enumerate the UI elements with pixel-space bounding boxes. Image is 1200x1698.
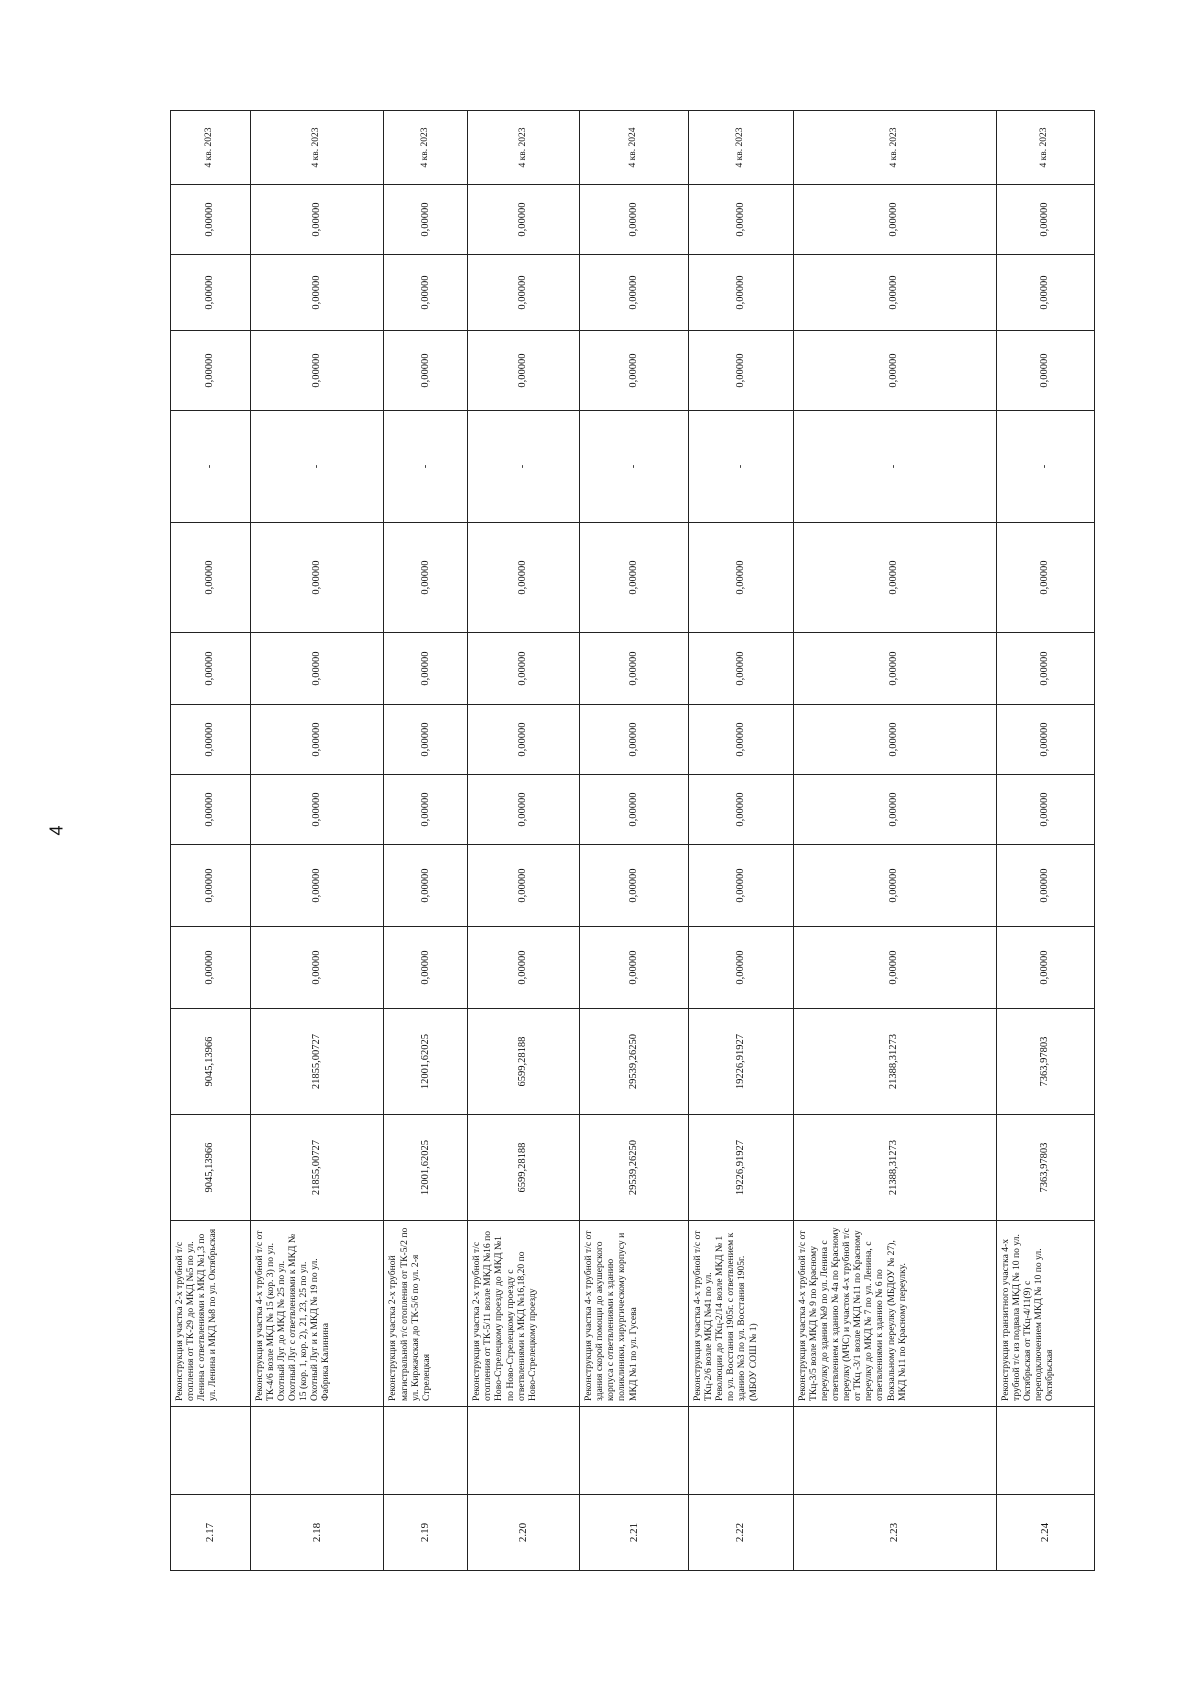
completion-term-cell: 4 кв. 2023: [996, 111, 1094, 185]
table-row: [580, 111, 689, 1571]
value-cell: 0,00000: [580, 775, 689, 845]
value-cell: 0,00000: [384, 705, 468, 775]
value-cell: 0,00000: [793, 845, 996, 927]
value-cell: 0,00000: [996, 705, 1094, 775]
value-cell: 7363,97803: [996, 1115, 1094, 1221]
value-cell: 0,00000: [468, 705, 580, 775]
value-cell: 0,00000: [580, 845, 689, 927]
value-cell: 9045,13966: [171, 1009, 251, 1115]
value-cell: 0,00000: [468, 927, 580, 1009]
table-row: [793, 111, 996, 1571]
value-cell: 6599,28188: [468, 1009, 580, 1115]
value-cell: 0,00000: [793, 775, 996, 845]
value-cell: 9045,13966: [171, 1115, 251, 1221]
row-number-cell: 2.17: [171, 1495, 251, 1571]
value-cell: 0,00000: [996, 633, 1094, 705]
value-cell: 0,00000: [250, 845, 384, 927]
completion-term-cell: 4 кв. 2024: [580, 111, 689, 185]
description-cell: Реконструкция участка 4-х трубной т/с от ТКц-3/5 возле МКД № 9 по Красному переулку до здания №9 по ул. Ленина с ответвлением к зданию № 4а по Красному переулку (МЧС) и участок 4-х трубной т/с от ТКц -3/1 возле МКД №11 по Красному переулку до МКД № 7 по ул. Ленина, с ответвлениями к зданию № 6 по Вокзальному переулку (МБДОУ № 27), МКД №11 по Красному переулку.: [793, 1221, 996, 1407]
value-cell: 0,00000: [688, 185, 793, 255]
value-cell: 0,00000: [688, 927, 793, 1009]
value-cell: 0,00000: [171, 927, 251, 1009]
value-cell: 0,00000: [996, 523, 1094, 633]
investment-program-table: [170, 110, 1095, 1571]
value-cell: 0,00000: [468, 633, 580, 705]
row-number-cell: 2.23: [793, 1495, 996, 1571]
completion-term-cell: 4 кв. 2023: [171, 111, 251, 185]
value-cell: 0,00000: [384, 185, 468, 255]
value-cell: 0,00000: [688, 523, 793, 633]
value-cell: 0,00000: [793, 705, 996, 775]
value-cell: 0,00000: [996, 255, 1094, 331]
value-cell: 0,00000: [468, 185, 580, 255]
value-cell: 0,00000: [384, 523, 468, 633]
value-cell: 0,00000: [688, 255, 793, 331]
dash-cell: -: [580, 411, 689, 523]
value-cell: 0,00000: [793, 927, 996, 1009]
value-cell: 0,00000: [793, 633, 996, 705]
value-cell: 0,00000: [793, 331, 996, 411]
description-cell: Реконструкция участка 2-х трубной магистральной т/с отопления от ТК-5/2 по ул. Киржачская до ТК-5/6 по ул. 2-я Стрелецкая: [384, 1221, 468, 1407]
value-cell: 12001,62025: [384, 1115, 468, 1221]
dash-cell: -: [171, 411, 251, 523]
value-cell: 0,00000: [793, 185, 996, 255]
dash-cell: -: [793, 411, 996, 523]
value-cell: 0,00000: [580, 331, 689, 411]
description-cell: Реконструкция участка 2-х трубной т/с отопления от ТК-5/11 возле МКД №16 по Ново-Стрелецкому проезду до МКД №1 по Ново-Стрелецкому проезду с ответвлениями к МКД №16,18,20 по Ново-Стрелецкому проезду: [468, 1221, 580, 1407]
value-cell: 19226,91927: [688, 1009, 793, 1115]
value-cell: 0,00000: [580, 633, 689, 705]
value-cell: 0,00000: [171, 331, 251, 411]
value-cell: 0,00000: [384, 255, 468, 331]
value-cell: 0,00000: [171, 255, 251, 331]
value-cell: 19226,91927: [688, 1115, 793, 1221]
empty-cell: [250, 1407, 384, 1495]
value-cell: 0,00000: [996, 845, 1094, 927]
value-cell: 0,00000: [384, 331, 468, 411]
value-cell: 21388,31273: [793, 1009, 996, 1115]
completion-term-cell: 4 кв. 2023: [468, 111, 580, 185]
table-row: [171, 111, 251, 1571]
completion-term-cell: 4 кв. 2023: [384, 111, 468, 185]
page-number: 4: [46, 825, 67, 836]
table-row: [996, 111, 1094, 1571]
row-number-cell: 2.22: [688, 1495, 793, 1571]
value-cell: 0,00000: [793, 255, 996, 331]
value-cell: 21388,31273: [793, 1115, 996, 1221]
row-number-cell: 2.20: [468, 1495, 580, 1571]
value-cell: 0,00000: [580, 185, 689, 255]
value-cell: 0,00000: [468, 523, 580, 633]
value-cell: 0,00000: [384, 927, 468, 1009]
value-cell: 7363,97803: [996, 1009, 1094, 1115]
value-cell: 0,00000: [688, 845, 793, 927]
description-cell: Реконструкция транзитного участка 4-х трубной т/с из подвала МКД № 10 по ул. Октябрьская от ТКц-4/11(9) с переподключением МКД № 10 по ул. Октябрьская: [996, 1221, 1094, 1407]
value-cell: 12001,62025: [384, 1009, 468, 1115]
empty-cell: [996, 1407, 1094, 1495]
value-cell: 21855,00727: [250, 1115, 384, 1221]
value-cell: 0,00000: [996, 331, 1094, 411]
table-row: [250, 111, 384, 1571]
value-cell: 0,00000: [580, 523, 689, 633]
value-cell: 0,00000: [688, 331, 793, 411]
value-cell: 0,00000: [250, 705, 384, 775]
value-cell: 0,00000: [793, 523, 996, 633]
value-cell: 0,00000: [250, 185, 384, 255]
rotated-table-sheet: [170, 111, 1095, 1571]
value-cell: 0,00000: [468, 845, 580, 927]
row-number-cell: 2.24: [996, 1495, 1094, 1571]
row-number-cell: 2.21: [580, 1495, 689, 1571]
value-cell: 0,00000: [384, 633, 468, 705]
empty-cell: [580, 1407, 689, 1495]
empty-cell: [468, 1407, 580, 1495]
value-cell: 0,00000: [996, 927, 1094, 1009]
value-cell: 0,00000: [171, 775, 251, 845]
value-cell: 0,00000: [250, 255, 384, 331]
dash-cell: -: [468, 411, 580, 523]
value-cell: 0,00000: [468, 775, 580, 845]
value-cell: 0,00000: [250, 523, 384, 633]
value-cell: 0,00000: [171, 845, 251, 927]
value-cell: 29539,26250: [580, 1115, 689, 1221]
table-row: [384, 111, 468, 1571]
value-cell: 0,00000: [250, 331, 384, 411]
row-number-cell: 2.18: [250, 1495, 384, 1571]
value-cell: 0,00000: [688, 705, 793, 775]
description-cell: Реконструкция участка 4-х трубной т/с от ТКц-2/6 возле МКД №41 по ул. Революции до ТКц-2/14 возле МКД № 1 по ул. Восстания 1905г. с ответвлением к зданию №3 по ул. Восстания 1905г. (МБОУ СОШ № 1): [688, 1221, 793, 1407]
value-cell: 0,00000: [580, 927, 689, 1009]
value-cell: 0,00000: [171, 185, 251, 255]
value-cell: 0,00000: [468, 255, 580, 331]
empty-cell: [688, 1407, 793, 1495]
empty-cell: [384, 1407, 468, 1495]
empty-cell: [171, 1407, 251, 1495]
value-cell: 0,00000: [384, 775, 468, 845]
completion-term-cell: 4 кв. 2023: [250, 111, 384, 185]
dash-cell: -: [688, 411, 793, 523]
description-cell: Реконструкция участка 2-х трубной т/с отопления от ТК-29 до МКД №5 по ул. Ленина с ответвлениями к МКД №1,3 по ул. Ленина и МКД №8 по ул. Октябрьская: [171, 1221, 251, 1407]
value-cell: 0,00000: [996, 185, 1094, 255]
value-cell: 0,00000: [171, 633, 251, 705]
table-row: [468, 111, 580, 1571]
table-row: [688, 111, 793, 1571]
dash-cell: -: [384, 411, 468, 523]
value-cell: 0,00000: [384, 845, 468, 927]
value-cell: 6599,28188: [468, 1115, 580, 1221]
dash-cell: -: [250, 411, 384, 523]
value-cell: 0,00000: [996, 775, 1094, 845]
value-cell: 0,00000: [250, 633, 384, 705]
description-cell: Реконструкция участка 4-х трубной т/с от ТК-4/6 возле МКД № 15 (кор. 3) по ул. Охотный Луг до МКД № 25 по ул. Охотный Луг с ответвлениями к МКД № 15 (кор. 1, кор. 2), 21, 23, 25 по ул. Охотный Луг и к МКД № 19 по ул. Фабрика Калинина: [250, 1221, 384, 1407]
value-cell: 0,00000: [250, 775, 384, 845]
empty-cell: [793, 1407, 996, 1495]
value-cell: 0,00000: [580, 705, 689, 775]
value-cell: 0,00000: [250, 927, 384, 1009]
value-cell: 29539,26250: [580, 1009, 689, 1115]
description-cell: Реконструкция участка 4-х трубной т/с от здания скорой помощи до акушерского корпуса с ответвлениями к зданию поликлиники, хирургическому корпусу и МКД №1 по ул. Гусева: [580, 1221, 689, 1407]
value-cell: 0,00000: [688, 633, 793, 705]
row-number-cell: 2.19: [384, 1495, 468, 1571]
value-cell: 0,00000: [688, 775, 793, 845]
value-cell: 21855,00727: [250, 1009, 384, 1115]
completion-term-cell: 4 кв. 2023: [688, 111, 793, 185]
value-cell: 0,00000: [468, 331, 580, 411]
value-cell: 0,00000: [580, 255, 689, 331]
completion-term-cell: 4 кв. 2023: [793, 111, 996, 185]
value-cell: 0,00000: [171, 523, 251, 633]
value-cell: 0,00000: [171, 705, 251, 775]
dash-cell: -: [996, 411, 1094, 523]
